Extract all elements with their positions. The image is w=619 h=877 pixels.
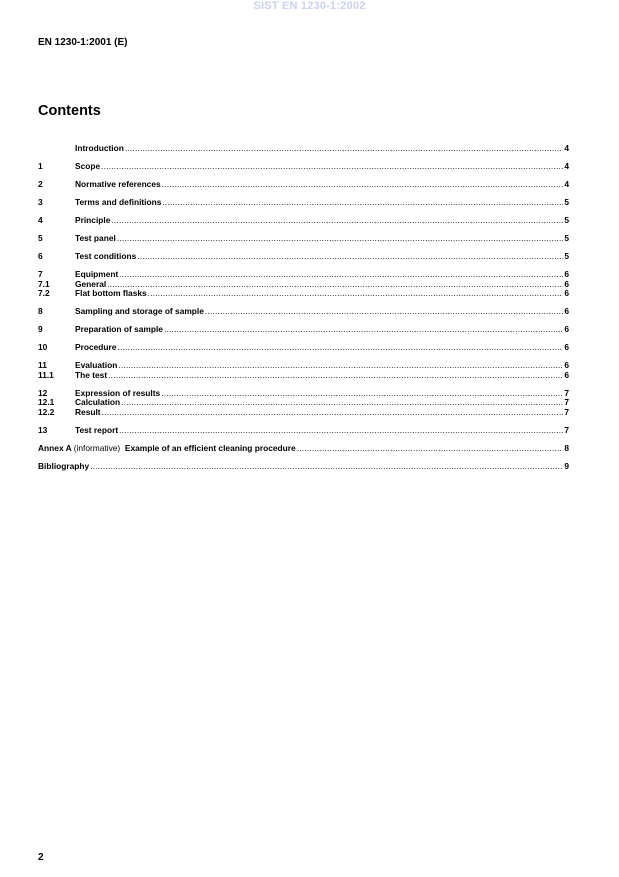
toc-leader xyxy=(161,389,563,399)
toc-leader xyxy=(90,462,563,472)
toc-entry-test-conditions[interactable] xyxy=(38,252,569,262)
toc-entry-normative-references[interactable] xyxy=(38,180,569,190)
toc-page: 4 xyxy=(564,143,569,153)
toc-entry-principle[interactable] xyxy=(38,216,569,226)
toc-number: 12.1 xyxy=(38,397,55,407)
toc-title: General xyxy=(75,278,107,289)
toc-number: 6 xyxy=(38,251,43,261)
toc-entry-annex-a[interactable] xyxy=(38,444,569,454)
toc-title: Principle xyxy=(75,215,111,225)
toc-page: 6 xyxy=(564,306,569,316)
toc-entry-introduction[interactable] xyxy=(38,144,569,154)
toc-entry-the-test[interactable] xyxy=(38,371,569,381)
toc-leader xyxy=(119,426,563,436)
annex-prefix: Annex A xyxy=(38,442,72,453)
toc-title: Test report xyxy=(75,424,119,435)
annex-qualifier: (informative) xyxy=(73,442,121,453)
toc-leader xyxy=(102,408,564,418)
toc-title: Normative references xyxy=(75,179,161,189)
toc-page: 4 xyxy=(564,161,569,171)
toc-page: 7 xyxy=(564,424,569,435)
toc-leader xyxy=(148,289,564,299)
toc-page: 6 xyxy=(564,324,569,334)
toc-leader xyxy=(205,307,563,317)
toc-title: Expression of results xyxy=(75,387,161,398)
toc-page: 6 xyxy=(564,288,569,298)
toc-number: 12 xyxy=(38,387,48,398)
toc-leader xyxy=(108,371,563,381)
toc-page: 4 xyxy=(564,179,569,189)
toc-leader xyxy=(164,325,563,335)
toc-entry-procedure[interactable] xyxy=(38,343,569,353)
toc-entry-bibliography[interactable] xyxy=(38,462,569,472)
toc-leader xyxy=(117,343,563,353)
toc-title: Sampling and storage of sample xyxy=(75,306,204,316)
toc-number: 9 xyxy=(38,324,43,334)
toc-title: The test xyxy=(75,369,108,380)
toc-page: 9 xyxy=(564,460,569,471)
toc-page: 7 xyxy=(564,397,569,407)
toc-number: 12.2 xyxy=(38,406,55,417)
toc-title: Evaluation xyxy=(75,360,118,370)
toc-entry-flat-bottom-flasks[interactable] xyxy=(38,289,569,299)
toc-leader xyxy=(297,444,564,454)
toc-entry-scope[interactable] xyxy=(38,162,569,172)
toc-number: 8 xyxy=(38,306,43,316)
toc-title: Scope xyxy=(75,161,101,171)
toc-entry-test-panel[interactable] xyxy=(38,234,569,244)
toc-title xyxy=(38,444,296,454)
toc-title: Bibliography xyxy=(38,460,90,471)
toc-leader xyxy=(118,361,563,371)
toc-number: 7.2 xyxy=(38,288,50,298)
annex-title: Example of an efficient cleaning procedure xyxy=(124,442,296,453)
toc-page: 6 xyxy=(564,269,569,279)
toc-leader xyxy=(162,180,564,190)
toc-page: 6 xyxy=(564,369,569,380)
toc-title: Test panel xyxy=(75,233,116,243)
toc-title: Preparation of sample xyxy=(75,324,163,334)
toc-title: Test conditions xyxy=(75,251,137,261)
toc-page: 5 xyxy=(564,215,569,225)
toc-title: Flat bottom flasks xyxy=(75,288,147,298)
toc-page: 5 xyxy=(564,233,569,243)
toc-page: 6 xyxy=(564,278,569,289)
page-number: 2 xyxy=(38,852,44,863)
toc-entry-evaluation[interactable] xyxy=(38,361,569,371)
toc-leader xyxy=(107,280,563,290)
toc-title: Procedure xyxy=(75,342,117,352)
toc-number: 11.1 xyxy=(38,369,54,380)
toc-page: 6 xyxy=(564,342,569,352)
toc-number: 10 xyxy=(38,342,48,352)
watermark: SIST EN 1230-1:2002 xyxy=(253,0,366,12)
toc-number: 4 xyxy=(38,215,43,225)
toc-title: Terms and definitions xyxy=(75,197,162,207)
toc-title: Introduction xyxy=(75,143,124,153)
toc-title: Result xyxy=(75,406,101,417)
toc-number: 3 xyxy=(38,197,43,207)
page-title: Contents xyxy=(38,103,101,119)
toc-number: 5 xyxy=(38,233,43,243)
toc-entry-preparation-of-sample[interactable] xyxy=(38,325,569,335)
toc-page: 7 xyxy=(564,387,569,398)
toc-page: 6 xyxy=(564,360,569,370)
toc-title: Equipment xyxy=(75,269,119,279)
toc-entry-calculation[interactable] xyxy=(38,398,569,408)
toc-leader xyxy=(117,234,564,244)
toc-entry-result[interactable] xyxy=(38,408,569,418)
toc-leader xyxy=(101,162,563,172)
toc-number: 2 xyxy=(38,179,43,189)
toc-number: 11 xyxy=(38,360,47,370)
toc-entry-test-report[interactable] xyxy=(38,426,569,436)
toc-title: Calculation xyxy=(75,397,121,407)
toc-leader xyxy=(125,144,563,154)
toc-entry-equipment[interactable] xyxy=(38,270,569,280)
toc-page: 5 xyxy=(564,251,569,261)
toc-leader xyxy=(119,270,563,280)
toc-leader xyxy=(121,398,563,408)
toc-page: 8 xyxy=(564,442,569,453)
toc-entry-terms-and-definitions[interactable] xyxy=(38,198,569,208)
toc-number: 13 xyxy=(38,424,48,435)
toc-number: 1 xyxy=(38,161,43,171)
toc-number: 7.1 xyxy=(38,278,50,289)
toc-leader xyxy=(137,252,563,262)
document-id: EN 1230-1:2001 (E) xyxy=(38,37,128,48)
toc-page: 7 xyxy=(564,406,569,417)
toc-number: 7 xyxy=(38,269,43,279)
toc-page: 5 xyxy=(564,197,569,207)
toc-leader xyxy=(111,216,563,226)
table-of-contents xyxy=(38,144,569,471)
toc-leader xyxy=(162,198,563,208)
toc-entry-sampling-and-storage[interactable] xyxy=(38,307,569,317)
